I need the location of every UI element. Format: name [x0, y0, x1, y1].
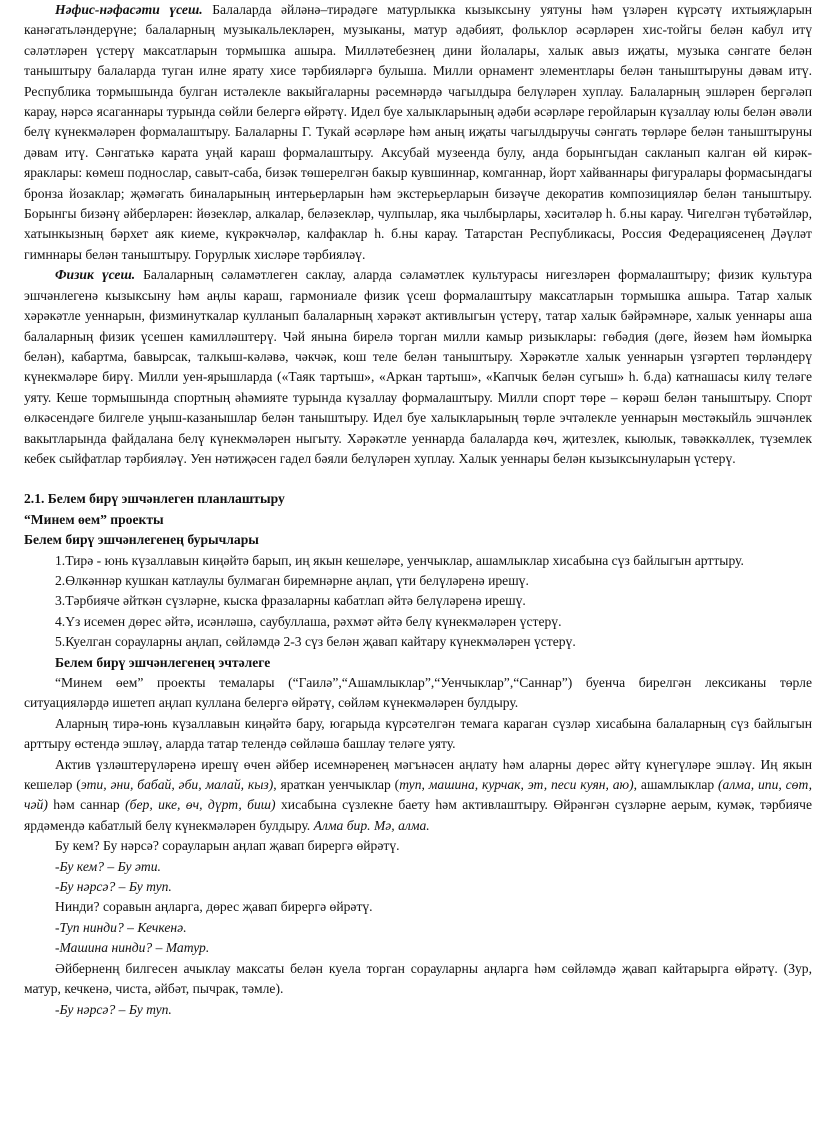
dialog-example: -Бу кем? – Бу әти. [55, 858, 161, 874]
paragraph-physical-development [24, 265, 812, 469]
goal-item: 2.Өлкәннәр кушкан катлаулы булмаган биремнәрне аңлап, үти белүләренә ирешү. [55, 572, 529, 588]
dialog-example: -Туп нинди? – Кечкенә. [55, 919, 187, 935]
paragraph-text: Балаларның сәламәтлеген саклау, аларда сәламәтлек культурасы нигезләрен формалаштыру; физик культура эшчәнлегенә кызыксыну һәм аңлы караш, гармониале физик үсеш формалаштыру максатларын тормышка ашыра. Татар халык хәрәкәтле уеннарын, физминуткалар кулланып балаларның хәрәкәт активлыгын үстерү, татар халык бәйрәмнәре, халык уеннары аша балаларның физик үсешен камилләштерү. Чәй янына бирелә торган милли камыр ризыклары: гөбәдия (дөге, йөзем һәм йомырка белән), кабартма, бавырсак, талкыш-кәләвә, чәкчәк, кош теле белән таныштыру. Хәрәкәтле халык уеннарын үзгәртеп төрләндерү күнекмәләре бирү. Милли уен-ярышларда («Таяк тартыш», «Аркан тартыш», «Капчык белән сугыш» һ. б.да) катнашасы килү теләге уяту. Кеше тормышында спортның әһәмияте турында күзаллау формалаштыру. Милли спорт төре – көрәш белән таныштыру. Спорт өлкәсендәге билгеле уңыш-казанышлар белән таныштыру. Идел буе халыкларының төрле эчтәлекле уеннарын мөстәкыйль эшчәнлек вакытларында файдалана белү күнекмәләрен ныгыту. Хәрәкәтле уеннарда балаларда көч, җитезлек, кыюлык, тәвәккәллек, түземлек кебек сыйфатлар тәрбияләү. Уен нәтиҗәсен гадел бәяли белүләрен хуплау. Халык уеннары белән кызыксынуларын үстерү. [24, 267, 812, 466]
text-run: хисабына сүзлекне баету һәм активлаштыру. Өйрәнгән сүзләрне аерым, кумәк, тәрбияче ярдәмендә кабатлый белү күнекмәләрен булдыру. [24, 797, 812, 833]
paragraph-aesthetic-development [24, 0, 812, 265]
dialog-line: Бу кем? Бу нәрсә? сорауларын аңлап җавап бирергә өйрәтү. [55, 838, 400, 854]
dialog-line [24, 918, 812, 938]
section-heading: 2.1. Белем бирү эшчәнлеген планлаштыру [24, 491, 285, 507]
text-run: Актив үзләштерүләренә ирешү өчен әйбер исемнәренең мәгънәсен аңлату һәм аларны дөрес әйтү күнегүләре эшләү. Иң якын кешеләр ( [24, 756, 812, 793]
content-paragraph-vocabulary [24, 755, 812, 837]
example-phrase: Алма бир. Мә, алма. [313, 817, 430, 833]
goal-item: 4.Үз исемен дөрес әйтә, исәнләшә, саубуллаша, рәхмәт әйтә белү күнекмәләрен үстерү. [55, 613, 562, 629]
content-paragraph: “Минем өем” проекты темалары (“Гаилә”,“Ашамлыклар”,“Уенчыклар”,“Саннар”) буенча бирелгән лексиканы төрле ситуацияләрдә ишетеп аңлап куллана белергә өйрәтү, сөйләм күнекмәләрен булдыру. [24, 675, 812, 711]
goal-item: 1.Тирә - юнь күзаллавын киңәйтә барып, иң якын кешеләре, уенчыклар, ашамлыклар хисабына сүз байлыгын арттыру. [55, 552, 744, 568]
paragraph-lead: Нәфис-нәфасәти үсеш. [55, 2, 203, 17]
dialog-example: -Бу нәрсә? – Бу туп. [55, 879, 172, 895]
paragraph-lead: Физик үсеш. [55, 267, 136, 283]
dialog-line [24, 877, 812, 897]
example-words-food: (алма, ипи, сөт, чәй) [24, 777, 813, 813]
example-words-family: эти, әни, бабай, әби, малай, кыз) [80, 777, 274, 793]
goal-item: 5.Куелган сорауларны аңлап, сөйләмдә 2-3 сүз белән җавап кайтару күнекмәләрен үстерү. [55, 634, 576, 650]
dialog-line: Нинди? соравын аңларга, дөрес җавап бирергә өйрәтү. [55, 899, 373, 915]
paragraph-text: Балаларда әйләнә–тирәдәге матурлыкка кызыксыну уятуны һәм үзләрен күрсәтү ихтыяҗларын канәгатьләндерүне; балаларның музыкальлекләрен, музыканы, матур әдәбият, фольклор әсәрләрен хис-тойгы белән кабул итү сәләтләрен үстерү максатларын тормышка ашыра. Милләтебезнең дини йолалары, халык авыз иҗаты, музыка сәнгате белән таныштыру балаларда туган илне ярату хисе тәрбияләргә булыша. Милли орнамент элементлары белән таныштыруны дәвам итү. Республика тормышында булган истәлекле вакыйгаларны рәсемнәрдә чагылдыра белүләрен хуплау. Балаларның эшләрен бергәләп карау, нәрсә ясаганнары турында сөйли белергә өйрәтү. Идел буе халыкларының әдәби әсәрләре геройларын күзаллау юлы белән әвәли белү күнекмәләрен формалаштыру. Балаларны Г. Тукай әсәрләре һәм аның иҗаты чагылдыручы сәнгать төрләре белән таныштыруны дәвам итү. Сәнгатькә карата уңай караш формалаштыру. Аксубай музеенда булу, анда борынгыдан сакланып калган өй кирәк-яраклары: көмеш поднослар, савыт-саба, бизәк төшерелгән бакыр кувшиннар, комганнар, йорт хайваннары фигуралары формасындагы бронза йозаклар; җәмәгать биналарының интерьерларын һәм экстерьерларын бизәүче декоратив композицияләр белән таныштыру. Борынгы бизәнү әйберләрен: йөзекләр, алкалар, беләзекләр, чулпылар, яка чылбырлары, хәситәләр һ. б.ны карау. Чигелгән түбәтәйләр, хатынкызның бәрхет аяк киеме, күкрәкчәләр, калфаклар һ. б.ны карау. Татарстан Республикасы, Россия Федерациясенең Дәүләт гимннары белән таныштыру. Горурлык хисләре тәрбияләү. [24, 2, 813, 262]
dialog-line [24, 938, 812, 958]
content-paragraph: Әйберненң билгесен ачыклау максаты белән куела торган сорауларны аңларга һәм сөйләмдә җавап кайтарырга өйрәтү. (Зур, матур, кечкенә, чиста, әйбәт, пычрак, тәмле). [24, 960, 812, 997]
dialog-example: -Машина нинди? – Матур. [55, 940, 210, 956]
text-run: һәм саннар [47, 797, 126, 813]
content-paragraph: Аларның тирә-юнь күзаллавын киңәйтә бару, югарыда күрсәтелгән темага караган сүзләр хисабына балаларның сүз байлыгын арттыру өстендә эшләү, аларда татар телендә сөйләшә башлау теләге уяту. [24, 715, 812, 752]
section-gap [24, 469, 812, 489]
goals-heading: Белем бирү эшчәнлегенең бурычлары [24, 532, 259, 548]
example-words-numbers: (бер, ике, өч, дүрт, биш) [125, 797, 276, 813]
text-run: , яраткан уенчыклар ( [273, 777, 400, 793]
text-run: , ашамлыклар [633, 777, 719, 793]
dialog-example: -Бу нәрсә? – Бу туп. [55, 1001, 172, 1017]
goal-item: 3.Тәрбияче әйткән сүзләрне, кыска фразаларны кабатлап әйтә белүләренә ирешү. [55, 593, 526, 609]
example-words-toys: туп, машина, курчак, эт, песи куян, аю) [399, 777, 634, 793]
content-heading: Белем бирү эшчәнлегенең эчтәлеге [55, 654, 271, 670]
project-title: “Минем өем” проекты [24, 511, 164, 527]
dialog-line [24, 857, 812, 877]
dialog-line [24, 1000, 812, 1020]
